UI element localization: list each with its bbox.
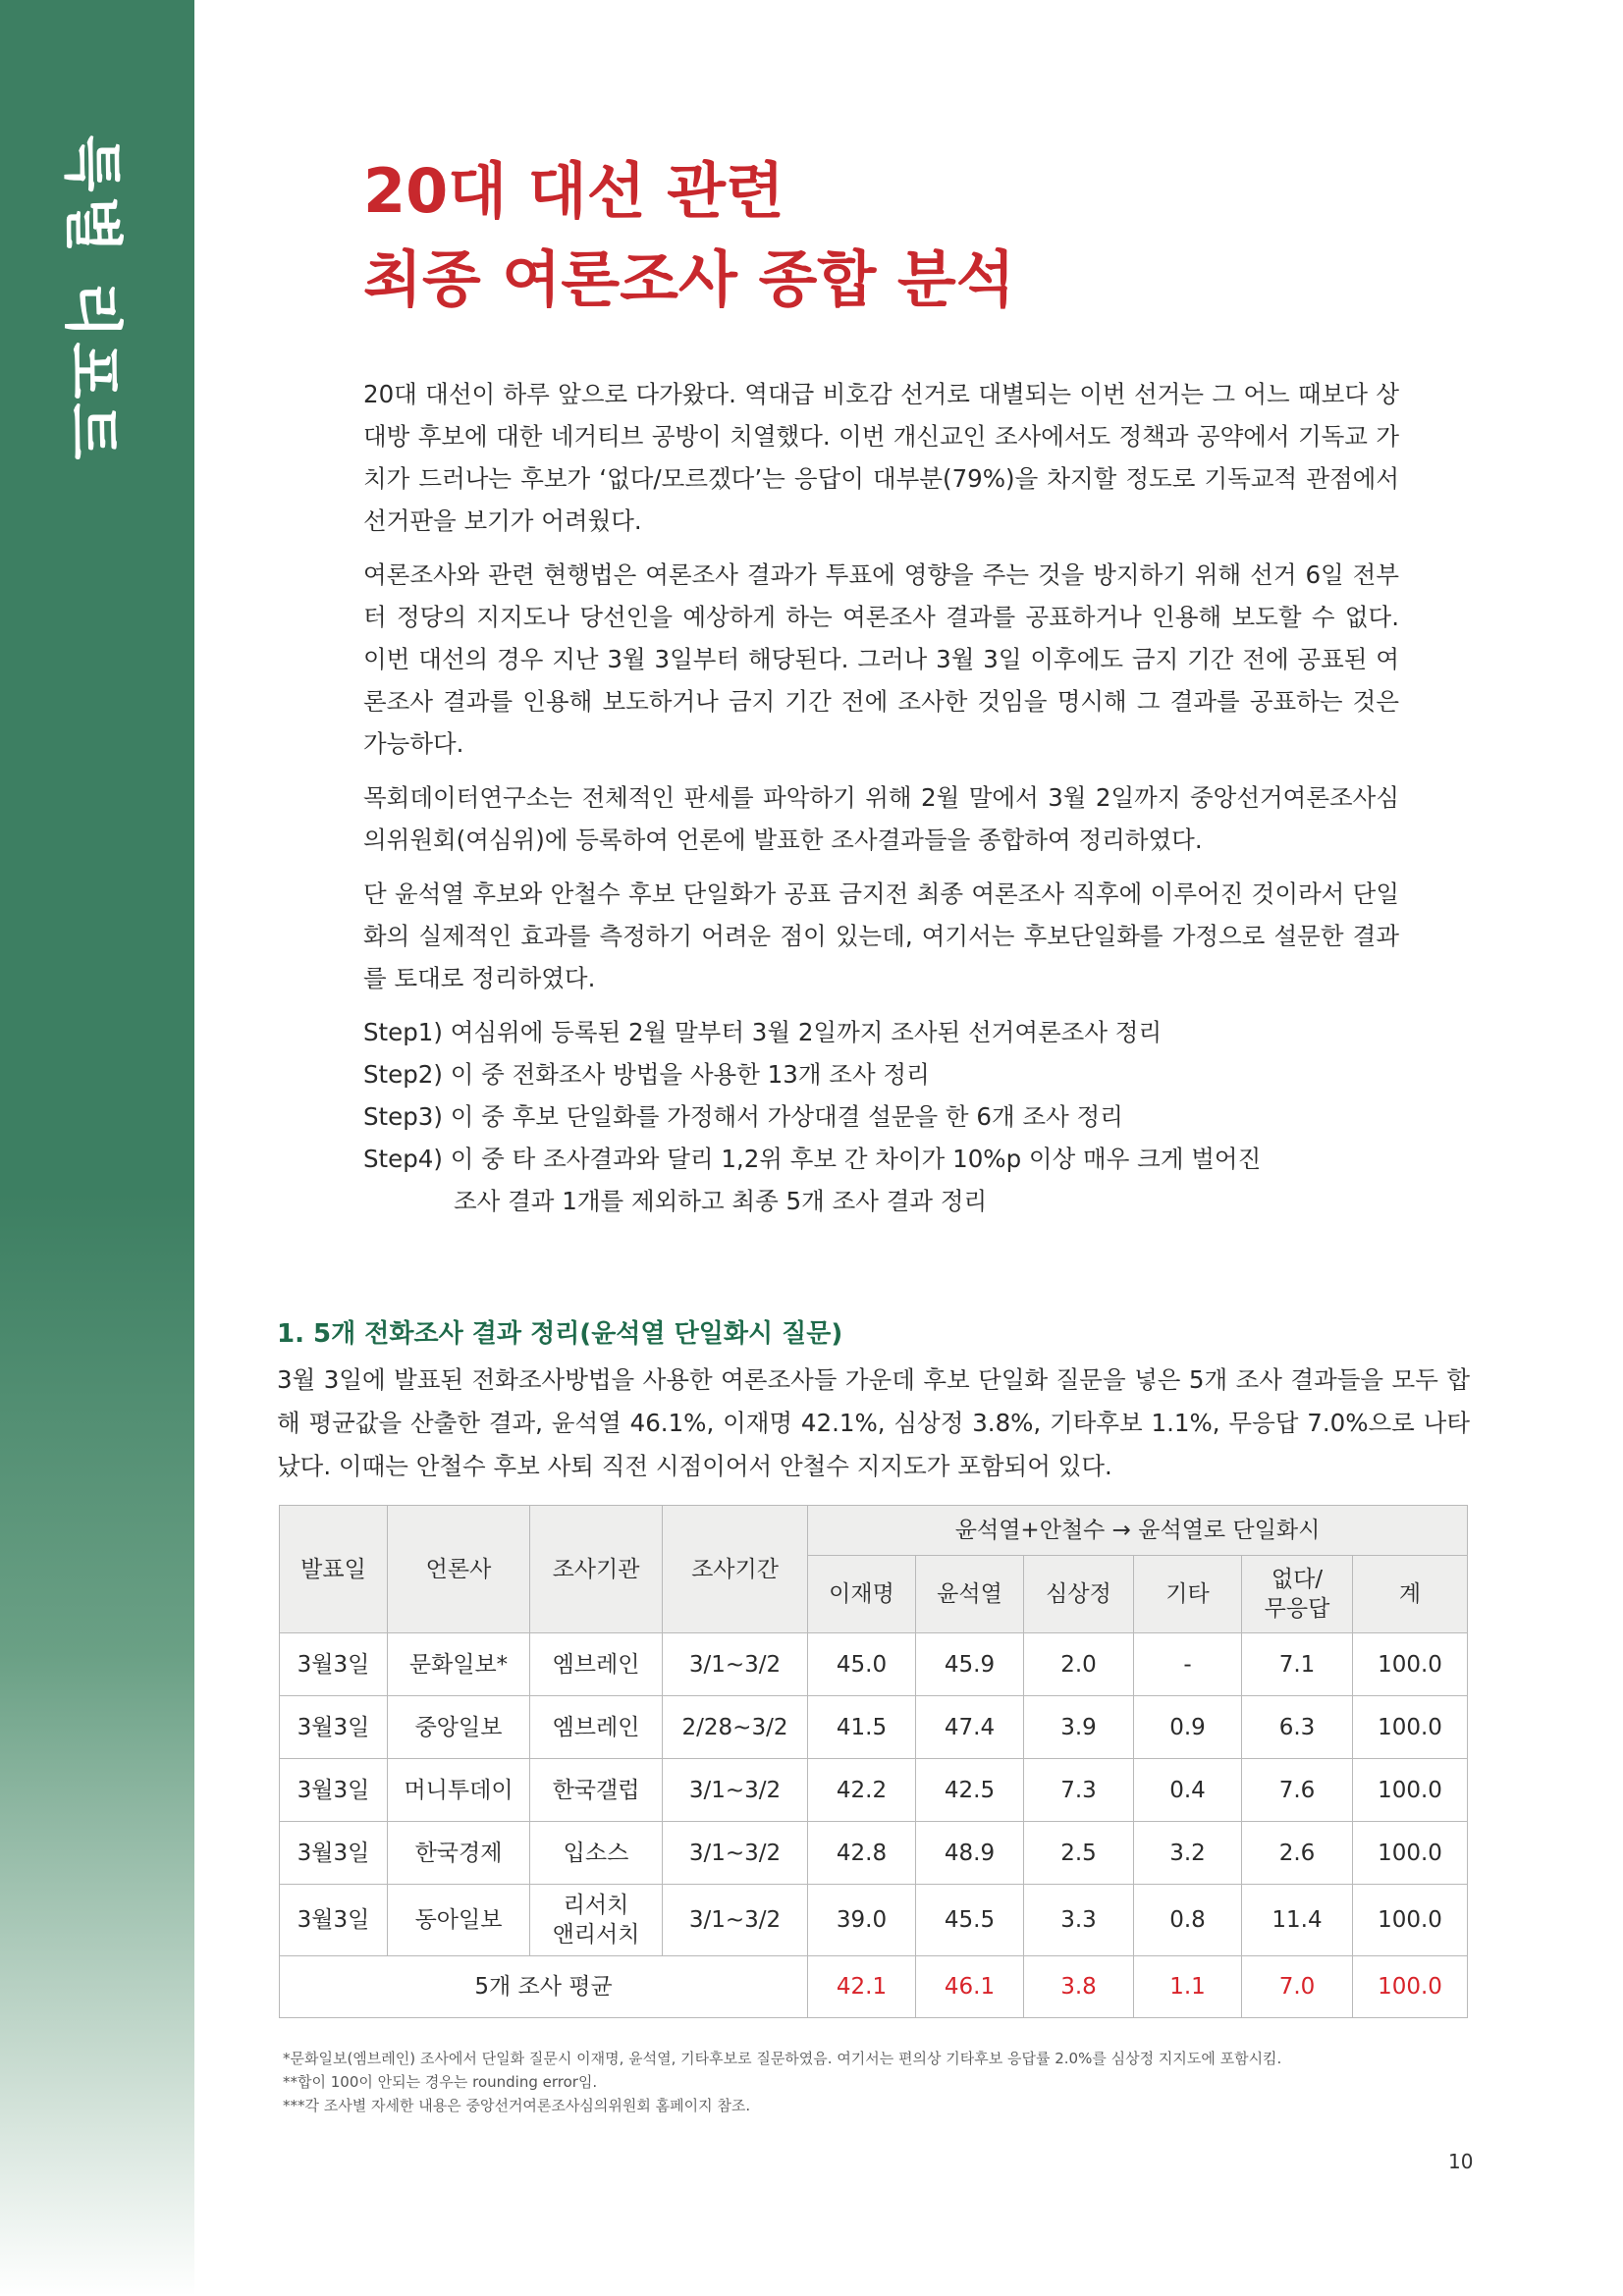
cell-lee: 39.0	[808, 1885, 916, 1956]
table-row	[280, 1633, 1468, 1696]
sidebar-label-wrap	[18, 134, 175, 464]
cell-agency: 엠브레인	[530, 1633, 663, 1696]
cell-period: 3/1~3/2	[663, 1822, 808, 1885]
header-lee: 이재명	[808, 1556, 916, 1633]
average-total: 100.0	[1353, 1956, 1468, 2018]
cell-media: 동아일보	[388, 1885, 530, 1956]
cell-media: 머니투데이	[388, 1759, 530, 1822]
footnote: *문화일보(엠브레인) 조사에서 단일화 질문시 이재명, 윤석열, 기타후보로 질문하였음. 여기서는 편의상 기타후보 응답률 2.0%를 심상정 지지도에 포함시킴.	[283, 2050, 1282, 2067]
cell-date: 3월3일	[280, 1633, 388, 1696]
cell-lee: 42.2	[808, 1759, 916, 1822]
table-row	[280, 1696, 1468, 1759]
cell-period: 2/28~3/2	[663, 1696, 808, 1759]
intro-paragraph: 목회데이터연구소는 전체적인 판세를 파악하기 위해 2월 말에서 3월 2일까지 중앙선거여론조사심의위원회(여심위)에 등록하여 언론에 발표한 조사결과들을 종합하여 정리하였다.	[363, 783, 1399, 854]
cell-media: 한국경제	[388, 1822, 530, 1885]
section-heading: 1. 5개 전화조사 결과 정리(윤석열 단일화시 질문)	[277, 1319, 843, 1349]
header-none	[1242, 1556, 1353, 1633]
cell-sim: 2.0	[1024, 1633, 1134, 1696]
cell-date: 3월3일	[280, 1759, 388, 1822]
cell-period: 3/1~3/2	[663, 1633, 808, 1696]
sidebar-band	[0, 0, 194, 2296]
average-yoon: 46.1	[916, 1956, 1024, 2018]
average-none: 7.0	[1242, 1956, 1353, 2018]
title-line-1: 20대 대선 관련	[363, 155, 784, 227]
cell-none: 6.3	[1242, 1696, 1353, 1759]
average-row	[280, 1956, 1468, 2018]
header-period: 조사기간	[663, 1506, 808, 1633]
cell-agency: 한국갤럽	[530, 1759, 663, 1822]
average-sim: 3.8	[1024, 1956, 1134, 2018]
cell-sim: 7.3	[1024, 1759, 1134, 1822]
cell-yoon: 47.4	[916, 1696, 1024, 1759]
cell-agency: 입소스	[530, 1822, 663, 1885]
cell-date: 3월3일	[280, 1822, 388, 1885]
cell-lee: 42.8	[808, 1822, 916, 1885]
cell-other: 0.9	[1134, 1696, 1242, 1759]
cell-period: 3/1~3/2	[663, 1759, 808, 1822]
intro-body	[363, 373, 1399, 1222]
table-footnotes	[283, 2047, 1461, 2117]
cell-other: 0.4	[1134, 1759, 1242, 1822]
step-item-continuation: 조사 결과 1개를 제외하고 최종 5개 조사 결과 정리	[454, 1187, 988, 1215]
footnote: **합이 100이 안되는 경우는 rounding error임.	[283, 2073, 598, 2091]
cell-media: 문화일보*	[388, 1633, 530, 1696]
table-row	[280, 1822, 1468, 1885]
table-row	[280, 1759, 1468, 1822]
cell-agency-line-1: 리서치	[563, 1893, 629, 1918]
title-line-2: 최종 여론조사 종합 분석	[363, 243, 1015, 315]
cell-total: 100.0	[1353, 1759, 1468, 1822]
cell-total: 100.0	[1353, 1633, 1468, 1696]
cell-agency	[530, 1885, 663, 1956]
page-number: 10	[1448, 2150, 1474, 2173]
header-group: 윤석열+안철수 → 윤석열로 단일화시	[808, 1506, 1468, 1556]
footnote: ***각 조사별 자세한 내용은 중앙선거여론조사심의위원회 홈페이지 참조.	[283, 2097, 751, 2114]
cell-yoon: 45.5	[916, 1885, 1024, 1956]
cell-date: 3월3일	[280, 1885, 388, 1956]
step-item: Step2) 이 중 전화조사 방법을 사용한 13개 조사 정리	[363, 1060, 930, 1089]
cell-media: 중앙일보	[388, 1696, 530, 1759]
cell-none: 7.6	[1242, 1759, 1353, 1822]
header-media: 언론사	[388, 1506, 530, 1633]
step-item: Step1) 여심위에 등록된 2월 말부터 3월 2일까지 조사된 선거여론조사 정리	[363, 1018, 1163, 1046]
cell-date: 3월3일	[280, 1696, 388, 1759]
cell-sim: 2.5	[1024, 1822, 1134, 1885]
table-row	[280, 1885, 1468, 1956]
intro-paragraph: 여론조사와 관련 현행법은 여론조사 결과가 투표에 영향을 주는 것을 방지하기 위해 선거 6일 전부터 정당의 지지도나 당선인을 예상하게 하는 여론조사 결과를 공표하거나 인용해 보도할 수 없다. 이번 대선의 경우 지난 3월 3일부터 해당된다. 그러나 3월 3일 이후에도 금지 기간 전에 공표된 여론조사 결과를 인용해 보도하거나 금지 기간 전에 조사한 것임을 명시해 그 결과를 공표하는 것은 가능하다.	[363, 561, 1399, 758]
average-label: 5개 조사 평균	[280, 1956, 808, 2018]
cell-agency-line-2: 앤리서치	[552, 1922, 640, 1948]
intro-paragraph: 단 윤석열 후보와 안철수 후보 단일화가 공표 금지전 최종 여론조사 직후에 이루어진 것이라서 단일화의 실제적인 효과를 측정하기 어려운 점이 있는데, 여기서는 후보단일화를 가정으로 설문한 결과를 토대로 정리하였다.	[363, 880, 1399, 992]
header-date: 발표일	[280, 1506, 388, 1633]
cell-total: 100.0	[1353, 1822, 1468, 1885]
sidebar-label: 특별 리포트	[57, 134, 127, 464]
cell-yoon: 45.9	[916, 1633, 1024, 1696]
cell-other: -	[1134, 1633, 1242, 1696]
cell-none: 2.6	[1242, 1822, 1353, 1885]
cell-yoon: 42.5	[916, 1759, 1024, 1822]
average-other: 1.1	[1134, 1956, 1242, 2018]
intro-paragraph: 20대 대선이 하루 앞으로 다가왔다. 역대급 비호감 선거로 대별되는 이번 선거는 그 어느 때보다 상대방 후보에 대한 네거티브 공방이 치열했다. 이번 개신교인 조사에서도 정책과 공약에서 기독교 가치가 드러나는 후보가 ‘없다/모르겠다’는 응답이 대부분(79%)을 차지할 정도로 기독교적 관점에서 선거판을 보기가 어려웠다.	[363, 380, 1399, 535]
average-lee: 42.1	[808, 1956, 916, 2018]
cell-sim: 3.3	[1024, 1885, 1134, 1956]
cell-sim: 3.9	[1024, 1696, 1134, 1759]
cell-period: 3/1~3/2	[663, 1885, 808, 1956]
header-none-line-1: 없다/	[1271, 1567, 1324, 1592]
cell-lee: 41.5	[808, 1696, 916, 1759]
step-item: Step3) 이 중 후보 단일화를 가정해서 가상대결 설문을 한 6개 조사 정리	[363, 1102, 1123, 1131]
section-paragraph: 3월 3일에 발표된 전화조사방법을 사용한 여론조사들 가운데 후보 단일화 질문을 넣은 5개 조사 결과들을 모두 합해 평균값을 산출한 결과, 윤석열 46.1%, 이재명 42.1%, 심상정 3.8%, 기타후보 1.1%, 무응답 7.0%으로 나타났다. 이때는 안철수 후보 사퇴 직전 시점이어서 안철수 지지도가 포함되어 있다.	[277, 1365, 1470, 1480]
cell-none: 11.4	[1242, 1885, 1353, 1956]
header-total: 계	[1353, 1556, 1468, 1633]
cell-none: 7.1	[1242, 1633, 1353, 1696]
step-item: Step4) 이 중 타 조사결과와 달리 1,2위 후보 간 차이가 10%p 이상 매우 크게 벌어진	[363, 1145, 1262, 1173]
cell-total: 100.0	[1353, 1696, 1468, 1759]
cell-total: 100.0	[1353, 1885, 1468, 1956]
header-other: 기타	[1134, 1556, 1242, 1633]
header-yoon: 윤석열	[916, 1556, 1024, 1633]
cell-other: 3.2	[1134, 1822, 1242, 1885]
header-none-line-2: 무응답	[1264, 1596, 1330, 1622]
poll-results-table	[279, 1505, 1468, 2018]
header-agency: 조사기관	[530, 1506, 663, 1633]
header-sim: 심상정	[1024, 1556, 1134, 1633]
cell-lee: 45.0	[808, 1633, 916, 1696]
cell-yoon: 48.9	[916, 1822, 1024, 1885]
page-title	[363, 147, 1443, 324]
cell-agency: 엠브레인	[530, 1696, 663, 1759]
cell-other: 0.8	[1134, 1885, 1242, 1956]
step-list	[363, 1011, 1399, 1222]
